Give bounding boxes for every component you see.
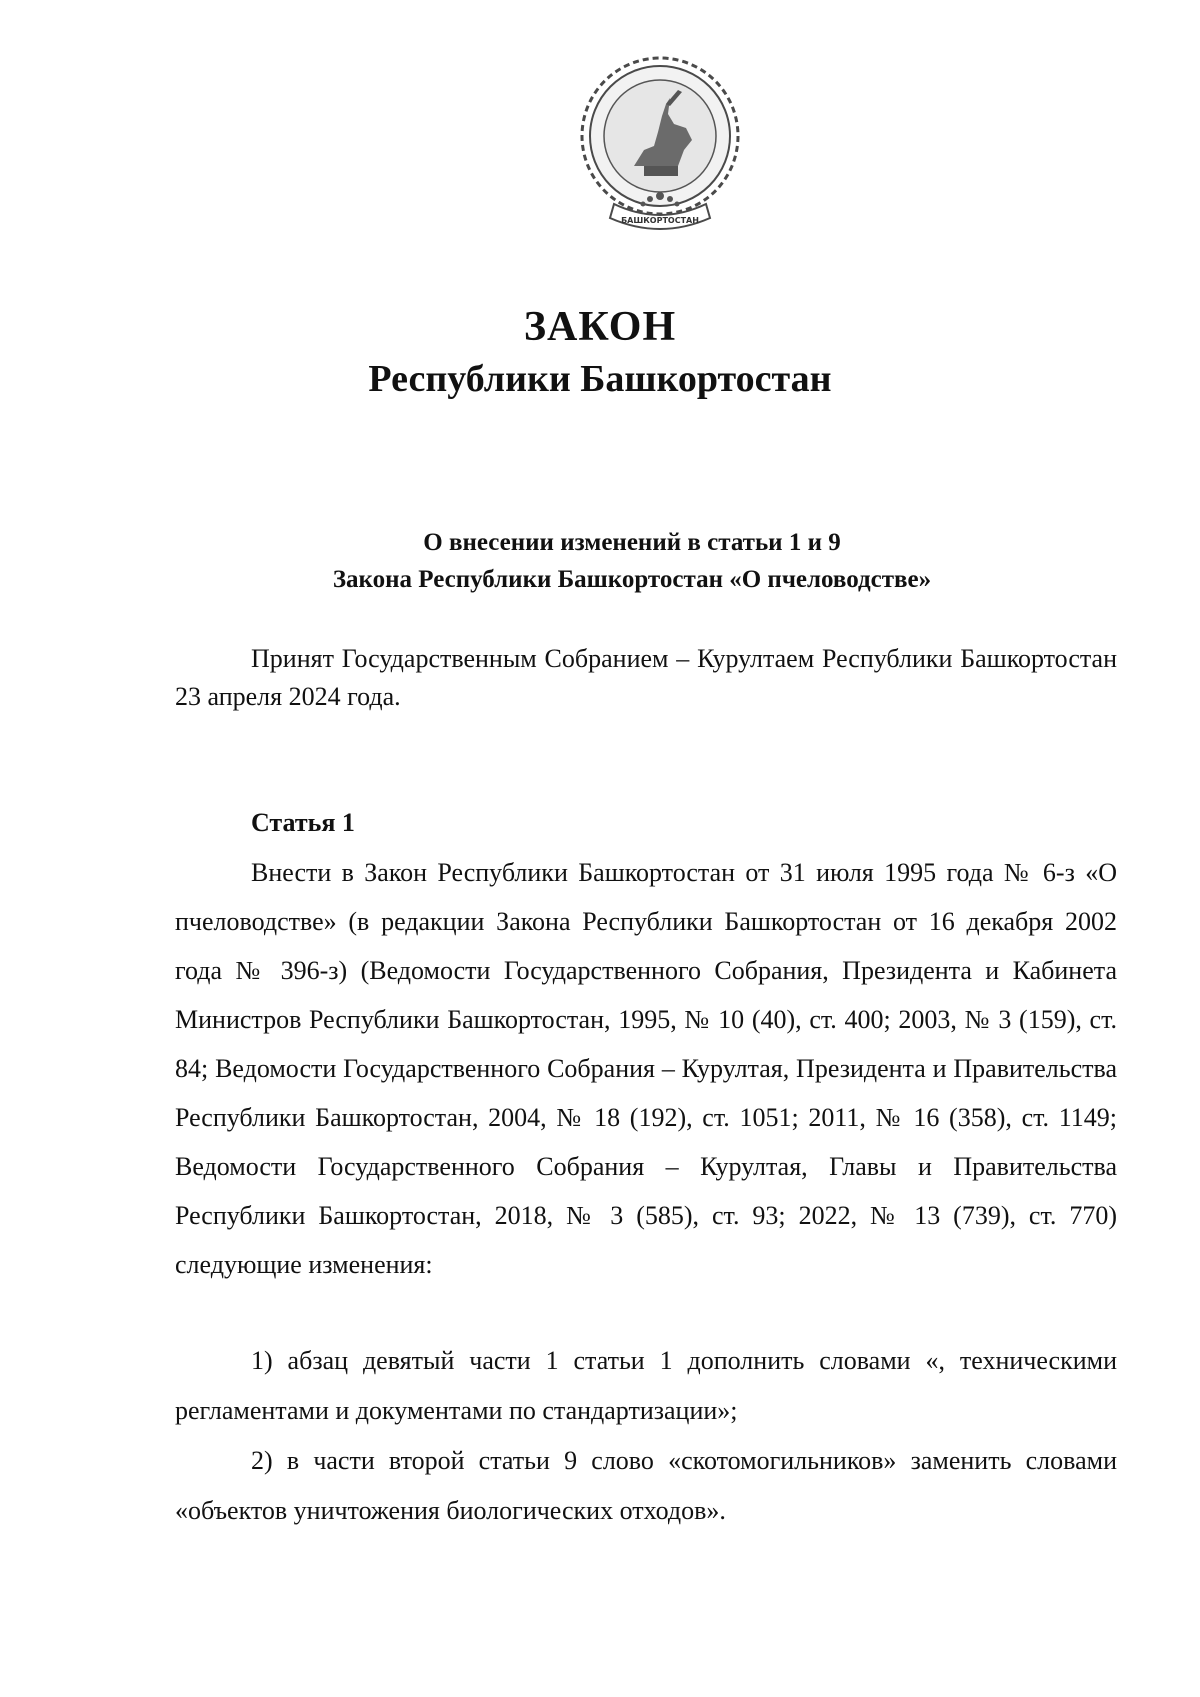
emblem-of-bashkortostan <box>574 54 746 238</box>
emblem-ribbon-text: БАШКОРТОСТАН <box>621 216 699 225</box>
adoption-statement: Принят Государственным Собранием – Курултаем Республики Башкортостан 23 апреля 2024 года. <box>175 644 1117 711</box>
amendment-item-2: 2) в части второй статьи 9 слово «скотомогильников» заменить словами «объектов уничтожения биологических отходов». <box>175 1446 1117 1525</box>
document-type-title: ЗАКОН <box>523 304 677 350</box>
article-heading: Статья 1 <box>251 808 355 837</box>
law-title-line-2: Закона Республики Башкортостан «О пчеловодстве» <box>332 566 932 593</box>
article-intro-paragraph: Внести в Закон Республики Башкортостан от 31 июля 1995 года № 6-з «О пчеловодстве» (в редакции Закона Республики Башкортостан от 16 декабря 2002 года № 396-з) (Ведомости Государственного Собрания, Президента и Кабинета Министров Республики Башкортостан, 1995, № 10 (40), ст. 400; 2003, № 3 (159), ст. 84; Ведомости Государственного Собрания – Курултая, Президента и Правительства Республики Башкортостан, 2004, № 18 (192), ст. 1051; 2011, № 16 (358), ст. 1149; Ведомости Государственного Собрания – Курултая, Главы и Правительства Республики Башкортостан, 2018, № 3 (585), ст. 93; 2022, № 13 (739), ст. 770) следующие изменения: <box>175 858 1117 1279</box>
law-title-line-1: О внесении изменений в статьи 1 и 9 <box>423 529 841 556</box>
issuing-authority: Республики Башкортостан <box>368 358 832 400</box>
amendment-item-1: 1) абзац девятый части 1 статьи 1 дополнить словами «, техническими регламентами и документами по стандартизации»; <box>175 1346 1117 1425</box>
